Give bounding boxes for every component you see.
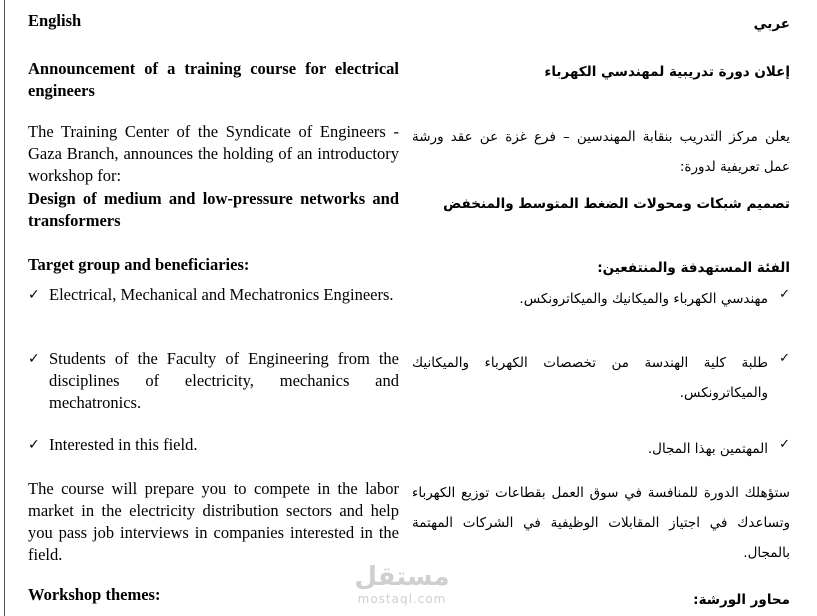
english-themes-heading: Workshop themes: [28, 585, 161, 604]
english-intro: The Training Center of the Syndicate of Engineers - Gaza Branch, announces the holding of an introductory workshop for: [28, 122, 399, 185]
check-icon: ✓ [28, 287, 40, 303]
english-announcement-title: Announcement of a training course for electrical engineers [28, 59, 399, 100]
english-target-item [28, 348, 399, 414]
english-target-item [28, 434, 399, 456]
arabic-announcement-title: إعلان دورة تدريبية لمهندسي الكهرباء [544, 64, 790, 80]
english-outcome: The course will prepare you to compete in the labor market in the electricity distribution sectors and help you pass job interviews in companies interested in the field. [28, 479, 399, 564]
check-icon: ✓ [779, 351, 790, 366]
arabic-intro: يعلن مركز التدريب بنقابة المهندسين – فرع غزة عن عقد ورشة عمل تعريفية لدورة: [412, 129, 790, 175]
arabic-target-text: المهتمين بهذا المجال. [647, 441, 768, 457]
page-margin-line [4, 0, 5, 616]
english-course-title: Design of medium and low-pressure networks and transformers [28, 189, 399, 230]
english-target-item [28, 284, 399, 306]
english-heading: English [28, 11, 82, 30]
check-icon: ✓ [779, 287, 790, 302]
check-icon: ✓ [28, 437, 40, 453]
english-target-heading: Target group and beneficiaries: [28, 255, 250, 274]
watermark-logo-text: مستقل [354, 562, 450, 592]
arabic-outcome: ستؤهلك الدورة للمنافسة في سوق العمل بقطاعات توزيع الكهرباء وتساعدك في اجتياز المقابلات الوظيفية في الشركات المهتمة بالمجال. [412, 485, 790, 561]
arabic-heading: عربي [753, 16, 790, 32]
arabic-course-title: تصميم شبكات ومحولات الضغط المتوسط والمنخفض [443, 196, 790, 212]
check-icon: ✓ [779, 437, 790, 452]
arabic-target-item [412, 284, 790, 314]
arabic-target-item [412, 434, 790, 464]
arabic-target-heading: الفئة المستهدفة والمنتفعين: [597, 260, 790, 276]
english-target-text: Interested in this field. [49, 435, 198, 454]
arabic-target-item [412, 348, 790, 408]
arabic-target-text: مهندسي الكهرباء والميكانيك والميكاترونكس. [519, 291, 768, 307]
arabic-target-text: طلبة كلية الهندسة من تخصصات الكهرباء والميكانيك والميكاترونكس. [412, 355, 768, 401]
check-icon: ✓ [28, 351, 40, 367]
arabic-themes-heading: محاور الورشة: [693, 592, 790, 608]
english-target-text: Electrical, Mechanical and Mechatronics Engineers. [49, 285, 394, 304]
watermark-url: mostaql.com [357, 592, 447, 606]
english-target-text: Students of the Faculty of Engineering from the disciplines of electricity, mechanics and mechatronics. [49, 349, 399, 412]
site-watermark [342, 562, 462, 606]
